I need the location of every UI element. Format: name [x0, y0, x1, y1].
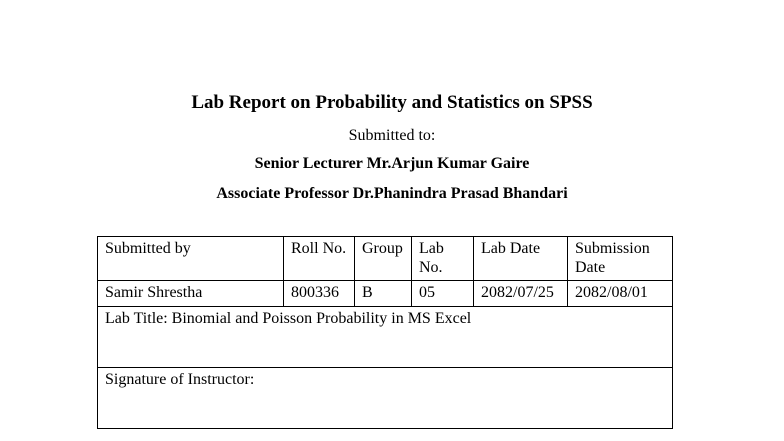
header-submitted-by: Submitted by: [98, 237, 284, 281]
recipient-senior-lecturer: Senior Lecturer Mr.Arjun Kumar Gaire: [254, 155, 530, 172]
header-lab-no-line1: Lab: [419, 240, 444, 257]
cell-roll-no: 800336: [284, 281, 355, 307]
recipient-associate-professor: Associate Professor Dr.Phanindra Prasad Bhandari: [216, 185, 568, 202]
cell-submission-date: 2082/08/01: [568, 281, 673, 307]
table-row: [98, 281, 673, 307]
table-header-row: [98, 237, 673, 281]
cell-lab-no: 05: [412, 281, 474, 307]
cell-group: B: [355, 281, 412, 307]
header-submission-date-line1: Submission: [575, 240, 650, 257]
header-roll-no: Roll No.: [284, 237, 355, 281]
header-submission-date: [568, 237, 673, 281]
header-lab-no-line2: No.: [419, 259, 443, 276]
lab-title-cell: Lab Title: Binomial and Poisson Probability in MS Excel: [98, 307, 673, 368]
header-group: Group: [355, 237, 412, 281]
submission-details-table: [97, 236, 673, 429]
cell-lab-date: 2082/07/25: [474, 281, 568, 307]
signature-cell: Signature of Instructor:: [98, 368, 673, 429]
cell-submitted-by: Samir Shrestha: [98, 281, 284, 307]
lab-title-row: [98, 307, 673, 368]
report-title: Lab Report on Probability and Statistics on SPSS: [191, 92, 593, 113]
header-lab-date: Lab Date: [474, 237, 568, 281]
header-submission-date-line2: Date: [575, 259, 606, 276]
submitted-to-label: Submitted to:: [348, 127, 436, 144]
signature-row: [98, 368, 673, 429]
header-lab-no: [412, 237, 474, 281]
